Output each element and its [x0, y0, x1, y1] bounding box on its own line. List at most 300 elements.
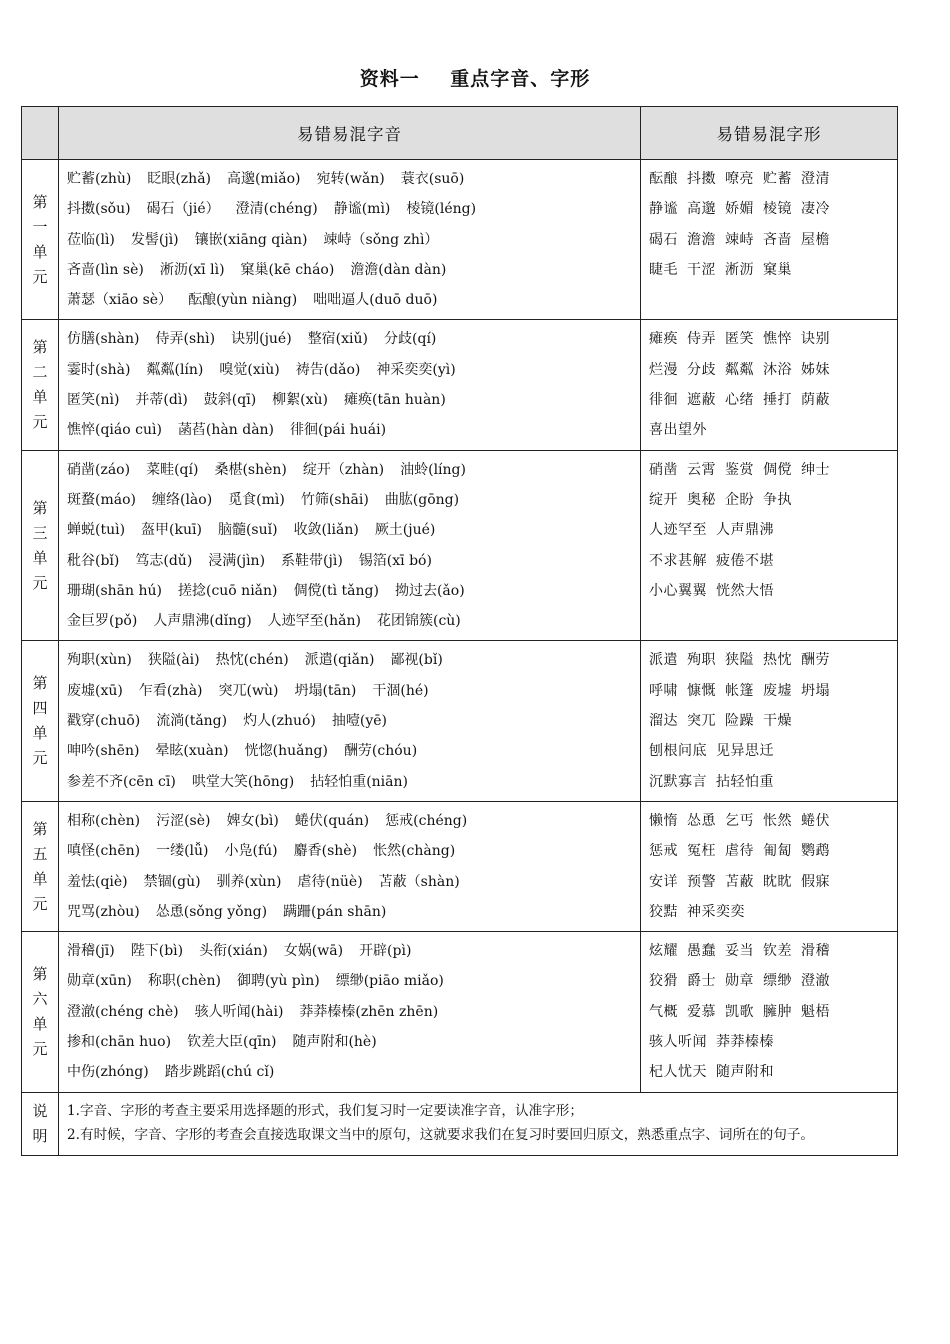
word-line: [649, 546, 891, 576]
word-item: 滑稽: [801, 943, 830, 960]
word-line: [649, 897, 891, 927]
word-item: 开辟(pì): [359, 943, 412, 960]
word-line: [67, 546, 634, 576]
word-item: 鄙视(bǐ): [390, 652, 443, 669]
word-item: 整宿(xiǔ): [307, 331, 369, 348]
word-item: 贮蓄: [763, 171, 792, 187]
word-item: 女娲(wā): [283, 943, 344, 960]
word-item: 睫毛: [649, 261, 678, 278]
word-item: 怅然: [763, 812, 792, 829]
word-line: [649, 706, 891, 736]
word-line: [649, 645, 891, 675]
header-shape: 易错易混字形: [641, 107, 898, 160]
word-item: 酝酿: [649, 171, 678, 187]
word-item: 掺和(chān huo): [67, 1034, 172, 1051]
word-item: 浸满(jìn): [208, 552, 266, 569]
word-item: 狭隘: [725, 652, 754, 669]
word-item: 麝香(shè): [293, 843, 358, 860]
word-item: 淅沥(xī lì): [159, 261, 225, 278]
word-line: [649, 867, 891, 897]
word-line: [67, 455, 634, 485]
word-item: 哄堂大笑(hōng): [191, 773, 295, 790]
word-item: 曲肱(gōng): [384, 491, 460, 508]
word-item: 喜出望外: [649, 422, 707, 439]
word-item: 臃肿: [763, 1003, 792, 1020]
word-item: 突兀: [687, 713, 716, 730]
word-line: [67, 485, 634, 515]
word-line: [67, 255, 634, 285]
word-item: 心绪: [725, 392, 754, 409]
unit-label-char: 第: [32, 964, 48, 983]
unit-rows: [22, 160, 898, 1093]
word-item: 高邈(miǎo): [227, 171, 301, 187]
word-item: 沉默寡言: [649, 773, 707, 790]
word-item: 吝啬: [763, 231, 792, 248]
word-item: 酬劳(chóu): [343, 743, 418, 760]
word-item: 嗅觉(xiù): [219, 361, 280, 378]
word-line: [67, 285, 634, 315]
word-item: 帐篷: [725, 682, 754, 699]
note-label: [22, 1092, 59, 1155]
word-line: [67, 867, 634, 897]
word-item: 宛转(wǎn): [316, 171, 385, 187]
word-item: 分歧: [687, 361, 716, 378]
word-item: 棱镜(léng): [406, 201, 477, 218]
word-item: 诀别: [801, 331, 830, 348]
word-item: 晕眩(xuàn): [155, 743, 229, 760]
word-line: [649, 515, 891, 545]
word-item: 菡萏(hàn dàn): [177, 422, 275, 439]
word-item: 盔甲(kuī): [141, 522, 202, 539]
word-item: 懒惰: [649, 812, 678, 829]
word-item: 见异思迁: [716, 743, 774, 760]
unit-label-char: 第: [32, 674, 48, 693]
unit-row: [22, 160, 898, 320]
word-item: 硝凿(záo): [67, 461, 131, 478]
word-item: 澹澹: [687, 231, 716, 248]
word-item: 觅食(mì): [228, 491, 285, 508]
word-item: 姊妹: [801, 361, 830, 378]
word-item: 参差不齐(cēn cī): [67, 773, 176, 790]
word-item: 勋章: [725, 973, 754, 990]
word-item: 镶嵌(xiāng qiàn): [194, 231, 308, 248]
word-item: 收敛(liǎn): [293, 522, 359, 539]
word-item: 狡黠: [649, 903, 678, 920]
word-line: [649, 485, 891, 515]
word-item: 粼粼: [725, 361, 754, 378]
word-item: 一缕(lǚ): [156, 843, 209, 860]
word-item: 抖擞: [687, 171, 716, 187]
word-line: [649, 767, 891, 797]
pronunciation-cell: [59, 932, 641, 1092]
word-item: 绽开: [649, 491, 678, 508]
word-item: 中伤(zhóng): [67, 1064, 149, 1081]
word-line: [67, 966, 634, 996]
word-item: 怂恿(sǒng yǒng): [155, 903, 268, 920]
word-item: 诀别(jué): [231, 331, 292, 348]
word-item: 澹澹(dàn dàn): [350, 261, 447, 278]
word-item: 废墟: [763, 682, 792, 699]
word-item: 窠巢(kē cháo): [240, 261, 335, 278]
word-item: 厥土(jué): [374, 522, 436, 539]
word-item: 秕谷(bǐ): [67, 552, 120, 569]
word-item: 人迹罕至(hǎn): [267, 613, 361, 630]
word-item: 眈眈: [763, 873, 792, 890]
word-item: 殉职: [687, 652, 716, 669]
unit-label-char: 第: [32, 192, 48, 211]
note-line-2: 2.有时候，字音、字形的考查会直接选取课文当中的原句，这就要求我们在复习时要回归原文，熟悉重点字、词所在的句子。: [67, 1126, 815, 1143]
word-item: 突兀(wù): [218, 682, 279, 699]
shape-cell: [641, 932, 898, 1092]
unit-label-char: 单: [32, 548, 48, 567]
word-item: 呻吟(shēn): [67, 743, 140, 760]
word-line: [649, 355, 891, 385]
unit-label-char: 第: [32, 819, 48, 838]
unit-label-char: 四: [32, 699, 48, 718]
pronunciation-cell: [59, 641, 641, 801]
word-item: 静谧(mì): [333, 201, 391, 218]
word-item: 粼粼(lín): [146, 361, 204, 378]
word-item: 娇媚: [725, 201, 754, 218]
word-item: 预警: [687, 873, 716, 890]
word-item: 竦峙: [725, 231, 754, 248]
word-item: 怅然(chàng): [373, 843, 456, 860]
word-item: 御聘(yù pìn): [236, 973, 320, 990]
word-item: 蜷伏: [801, 812, 830, 829]
word-item: 冤枉: [687, 843, 716, 860]
word-item: 炫耀: [649, 943, 678, 960]
pronunciation-cell: [59, 801, 641, 931]
word-item: 缥缈(piāo miǎo): [335, 973, 444, 990]
word-item: 瘫痪: [649, 331, 678, 348]
word-item: 干涸(hé): [372, 682, 429, 699]
word-item: 惩戒: [649, 843, 678, 860]
unit-label-char: 元: [32, 1039, 48, 1058]
unit-label: [22, 320, 59, 450]
word-item: 勋章(xūn): [67, 973, 132, 990]
unit-label: [22, 160, 59, 320]
word-item: 干涩: [687, 261, 716, 278]
word-item: 踏步跳蹈(chú cǐ): [164, 1064, 275, 1081]
unit-row: [22, 932, 898, 1092]
word-item: 驯养(xùn): [216, 873, 282, 890]
unit-label-char: 单: [32, 242, 48, 261]
word-item: 祷告(dǎo): [295, 361, 361, 378]
word-item: 凯歌: [725, 1003, 754, 1020]
word-item: 珊瑚(shān hú): [67, 582, 162, 599]
word-item: 澄澈: [801, 973, 830, 990]
word-item: 羞怯(qiè): [67, 873, 128, 890]
word-item: 系鞋带(jì): [281, 552, 343, 569]
word-item: 滑稽(jī): [67, 943, 115, 960]
word-item: 坍塌(tān): [294, 682, 357, 699]
word-item: 热忱(chén): [215, 652, 289, 669]
word-item: 奥秘: [687, 491, 716, 508]
word-item: 棱镜: [763, 201, 792, 218]
unit-label-char: 一: [32, 217, 48, 236]
word-item: 愚蠢: [687, 943, 716, 960]
word-item: 爱慕: [687, 1003, 716, 1020]
word-item: 污涩(sè): [156, 812, 211, 829]
shape-cell: [641, 160, 898, 320]
word-item: 抽噎(yē): [331, 713, 387, 730]
word-item: 随声附和: [716, 1064, 774, 1081]
unit-label-char: 元: [32, 267, 48, 286]
word-line: [649, 936, 891, 966]
unit-label-char: 二: [32, 363, 48, 382]
word-item: 魁梧: [801, 1003, 830, 1020]
word-line: [67, 606, 634, 636]
word-item: 小心翼翼: [649, 582, 707, 599]
word-item: 骇人听闻: [649, 1034, 707, 1051]
pronunciation-cell: [59, 450, 641, 641]
word-item: 随声附和(hè): [292, 1034, 377, 1051]
word-line: [67, 736, 634, 766]
word-item: 澄澈(chéng chè): [67, 1003, 179, 1020]
unit-label-char: 元: [32, 413, 48, 432]
vocabulary-table: [21, 106, 898, 1156]
word-item: 沐浴: [763, 361, 792, 378]
unit-row: [22, 801, 898, 931]
word-line: [67, 897, 634, 927]
word-item: 乞丐: [725, 812, 754, 829]
word-item: 爵士: [687, 973, 716, 990]
note-row: [22, 1092, 898, 1155]
unit-label-char: 单: [32, 724, 48, 743]
word-item: 怂恿: [687, 812, 716, 829]
word-item: 鹦鹉: [801, 843, 830, 860]
pronunciation-cell: [59, 320, 641, 450]
unit-label: [22, 932, 59, 1092]
unit-label: [22, 450, 59, 641]
word-line: [649, 255, 891, 285]
word-line: [67, 806, 634, 836]
word-item: 笃志(dǔ): [135, 552, 193, 569]
word-item: 缠络(lào): [151, 491, 213, 508]
word-item: 倜傥(tì tǎng): [293, 582, 379, 599]
word-item: 虐待(nüè): [297, 873, 363, 890]
word-item: 钦差大臣(qīn): [187, 1034, 277, 1051]
word-line: [649, 836, 891, 866]
word-item: 人声鼎沸(dǐng): [153, 613, 252, 630]
unit-label: [22, 801, 59, 931]
word-item: 不求甚解: [649, 552, 707, 569]
word-item: 缥缈: [763, 973, 792, 990]
word-item: 金巨罗(pǒ): [67, 613, 138, 630]
unit-label-char: 元: [32, 573, 48, 592]
word-item: 苫蔽（shàn): [378, 873, 460, 890]
word-line: [67, 706, 634, 736]
unit-label-char: 三: [32, 523, 48, 542]
note-label-char: 说: [32, 1101, 48, 1120]
word-line: [649, 966, 891, 996]
word-line: [67, 194, 634, 224]
word-item: 分歧(qí): [384, 331, 437, 348]
word-item: 花团锦簇(cù): [376, 613, 461, 630]
word-item: 捶打: [763, 392, 792, 409]
word-item: 菜畦(qí): [146, 461, 199, 478]
word-item: 疲倦不堪: [716, 552, 774, 569]
word-item: 安详: [649, 873, 678, 890]
unit-row: [22, 641, 898, 801]
word-item: 派遣(qiǎn): [304, 652, 375, 669]
word-item: 蝉蜕(tuì): [67, 522, 126, 539]
word-item: 假寐: [801, 873, 830, 890]
word-item: 脑髓(suǐ): [217, 522, 278, 539]
unit-label-char: 单: [32, 1014, 48, 1033]
word-item: 吝啬(lìn sè): [67, 261, 144, 278]
unit-label: [22, 641, 59, 801]
word-line: [649, 1057, 891, 1087]
word-item: 蓑衣(suō): [400, 171, 465, 187]
word-item: 遮蔽: [687, 392, 716, 409]
note-label-char: 明: [32, 1126, 48, 1145]
word-item: 荫蔽: [801, 392, 830, 409]
note-line-1: 1.字音、字形的考查主要采用选择题的形式，我们复习时一定要读准字音，认准字形；: [67, 1102, 583, 1119]
word-line: [67, 324, 634, 354]
word-item: 咒骂(zhòu): [67, 903, 140, 920]
unit-row: [22, 450, 898, 641]
word-line: [67, 515, 634, 545]
word-item: 云霄: [687, 461, 716, 478]
word-item: 瘫痪(tān huàn): [344, 392, 446, 409]
word-item: 钦差: [763, 943, 792, 960]
word-item: 碣石（jié）: [146, 201, 220, 218]
word-line: [67, 1057, 634, 1087]
word-item: 硝凿: [649, 461, 678, 478]
word-item: 神采奕奕(yì): [376, 361, 456, 378]
word-item: 狡猾: [649, 973, 678, 990]
word-line: [67, 645, 634, 675]
word-item: 杞人忧天: [649, 1064, 707, 1081]
word-item: 油蛉(líng): [400, 461, 466, 478]
unit-label-char: 第: [32, 498, 48, 517]
word-item: 妥当: [725, 943, 754, 960]
word-item: 禁锢(gù): [143, 873, 201, 890]
note-content: [59, 1092, 898, 1155]
word-line: [67, 997, 634, 1027]
word-item: 憔悴: [763, 331, 792, 348]
word-item: 凄冷: [801, 201, 830, 218]
word-line: [67, 1027, 634, 1057]
word-line: [67, 355, 634, 385]
word-line: [67, 415, 634, 445]
unit-label-char: 元: [32, 749, 48, 768]
word-item: 蹒跚(pán shān): [283, 903, 387, 920]
word-line: [67, 576, 634, 606]
word-item: 斑蝥(máo): [67, 491, 136, 508]
word-item: 莅临(lì): [67, 231, 115, 248]
word-line: [649, 225, 891, 255]
header-row: [22, 107, 898, 160]
word-item: 萧瑟（xiāo sè）: [67, 292, 173, 309]
word-item: 流淌(tǎng): [156, 713, 228, 730]
word-item: 拗过去(ǎo): [394, 582, 465, 599]
word-item: 匿笑: [725, 331, 754, 348]
word-line: [649, 1027, 891, 1057]
word-item: 恍然大悟: [716, 582, 774, 599]
word-item: 徘徊: [649, 392, 678, 409]
word-item: 呼啸: [649, 682, 678, 699]
word-item: 苫蔽: [725, 873, 754, 890]
unit-label-char: 第: [32, 338, 48, 357]
shape-cell: [641, 801, 898, 931]
word-item: 骇人听闻(hài): [194, 1003, 284, 1020]
word-item: 溜达: [649, 713, 678, 730]
word-item: 澄清(chéng): [235, 201, 318, 218]
word-item: 搓捻(cuō niǎn): [177, 582, 278, 599]
word-item: 争执: [763, 491, 792, 508]
word-item: 嘹亮: [725, 171, 754, 187]
word-item: 柳絮(xù): [272, 392, 329, 409]
word-item: 小凫(fú): [224, 843, 278, 860]
word-item: 殉职(xùn): [67, 652, 132, 669]
pronunciation-cell: [59, 160, 641, 320]
word-item: 淅沥: [725, 261, 754, 278]
word-item: 戳穿(chuō): [67, 713, 141, 730]
word-item: 酝酿(yùn niàng): [188, 292, 298, 309]
word-item: 派遣: [649, 652, 678, 669]
word-item: 霎时(shà): [67, 361, 131, 378]
word-item: 莽莽榛榛(zhēn zhēn): [299, 1003, 439, 1020]
word-line: [649, 455, 891, 485]
word-item: 鉴赏: [725, 461, 754, 478]
word-item: 锡箔(xī bó): [358, 552, 432, 569]
word-item: 抖擞(sǒu): [67, 201, 131, 218]
header-pronunciation: 易错易混字音: [59, 107, 641, 160]
word-item: 侍弄: [687, 331, 716, 348]
shape-cell: [641, 320, 898, 450]
unit-label-char: 元: [32, 894, 48, 913]
word-line: [649, 385, 891, 415]
word-item: 侍弄(shì): [155, 331, 216, 348]
word-item: 并蒂(dì): [135, 392, 188, 409]
word-item: 莽莽榛榛: [716, 1034, 774, 1051]
word-item: 头衔(xián): [199, 943, 268, 960]
word-item: 人声鼎沸: [716, 522, 774, 539]
word-item: 狭隘(ài): [147, 652, 200, 669]
word-item: 竦峙（sǒng zhì）: [323, 231, 439, 248]
word-line: [67, 385, 634, 415]
word-item: 热忱: [763, 652, 792, 669]
unit-label-char: 五: [32, 844, 48, 863]
word-item: 人迹罕至: [649, 522, 707, 539]
word-item: 徘徊(pái huái): [290, 422, 387, 439]
word-item: 酬劳: [801, 652, 830, 669]
word-item: 绽开（zhàn): [302, 461, 385, 478]
word-line: [649, 676, 891, 706]
word-line: [649, 324, 891, 354]
word-item: 桑椹(shèn): [214, 461, 287, 478]
word-item: 眨眼(zhǎ): [147, 171, 212, 187]
word-item: 匍匐: [763, 843, 792, 860]
word-item: 澄清: [801, 171, 830, 187]
header-corner: [22, 107, 59, 160]
word-item: 相称(chèn): [67, 812, 141, 829]
word-item: 仿膳(shàn): [67, 331, 140, 348]
word-line: [67, 936, 634, 966]
word-line: [67, 767, 634, 797]
word-line: [649, 164, 891, 194]
word-item: 神采奕奕: [687, 903, 745, 920]
word-item: 贮蓄(zhù): [67, 171, 132, 187]
word-item: 竹筛(shāi): [300, 491, 369, 508]
word-item: 气概: [649, 1003, 678, 1020]
word-line: [67, 676, 634, 706]
word-item: 慷慨: [687, 682, 716, 699]
word-item: 坍塌: [801, 682, 830, 699]
word-item: 废墟(xū): [67, 682, 123, 699]
